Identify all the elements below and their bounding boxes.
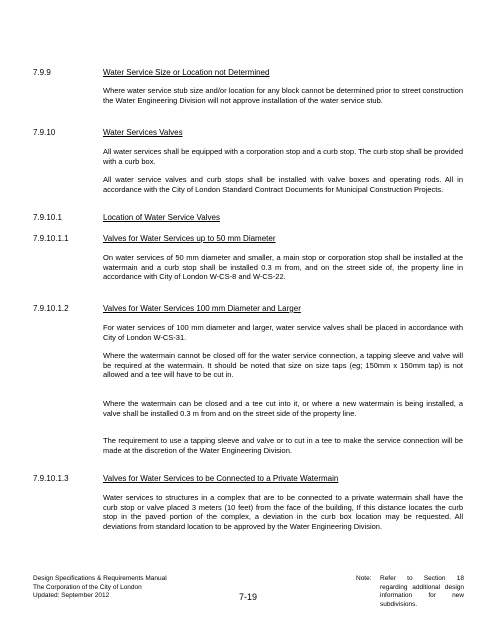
footer-left — [33, 575, 233, 601]
manual-title: Design Specifications & Requirements Manual — [33, 575, 167, 582]
paragraph: The requirement to use a tapping sleeve and valve or to cut in a tee to make the service connection will be made at the discretion of the Water Engineering Division. — [103, 436, 463, 455]
section-number: 7.9.10.1.1 — [33, 234, 69, 243]
paragraph: Where the watermain can be closed and a tee cut into it, or where a new watermain is being installed, a valve shall be installed 0.3 m from and on the street side of the property line. — [103, 399, 463, 418]
paragraph: Where water service stub size and/or location for any block cannot be determined prior to street construction the Water Engineering Division will not approve installation of the water service stub. — [103, 86, 463, 105]
organization-name: The Corporation of the City of London — [33, 583, 142, 591]
note-label: Note: — [356, 575, 372, 582]
section-heading: Water Services Valves — [103, 128, 183, 137]
section-number: 7.9.10 — [33, 128, 56, 137]
paragraph: All water service valves and curb stops shall be installed with valve boxes and operating rods. All in accordance with the City of London Standard Contract Documents for Municipal Construction Projects. — [103, 175, 463, 194]
section-heading: Valves for Water Services 100 mm Diameter and Larger — [103, 304, 301, 313]
updated-date: Updated: September 2012 — [33, 592, 110, 600]
paragraph: On water services of 50 mm diameter and smaller, a main stop or corporation stop shall be installed at the watermain and a curb stop shall be installed 0.3 m from, and on the street side of, the property line in accordance with City of London W-CS-8 and W-CS-22. — [103, 253, 463, 282]
paragraph: Where the watermain cannot be closed off for the water service connection, a tapping sleeve and valve will be required at the watermain. It should be noted that size on size taps (eg; 150mm x 150mm tap) is not allowed and a tee will have to be cut in. — [103, 351, 463, 380]
paragraph: All water services shall be equipped with a corporation stop and a curb stop. The curb stop shall be provided with a curb box. — [103, 147, 463, 166]
paragraph: For water services of 100 mm diameter and larger, water service valves shall be placed in accordance with City of London W-CS-31. — [103, 323, 463, 342]
section-number: 7.9.10.1 — [33, 213, 62, 222]
note-text: Refer to Section 18 regarding additional design information for new subdivisions. — [380, 575, 464, 608]
section-number: 7.9.10.1.2 — [33, 304, 69, 313]
page-number: 7-19 — [239, 592, 258, 602]
section-heading: Valves for Water Services up to 50 mm Diameter — [103, 234, 276, 243]
paragraph: Water services to structures in a complex that are to be connected to a private watermain shall have the curb stop or valve placed 3 meters (10 feet) from the face of the building, If this distance locates the curb stop in the paved portion of the complex, a deviation in the curb box location may be requested. All deviations from standard location to be approved by the Water Engineering Division. — [103, 493, 463, 531]
footer-note — [356, 575, 464, 609]
section-number: 7.9.10.1.3 — [33, 474, 69, 483]
section-number: 7.9.9 — [33, 68, 51, 77]
section-heading: Water Service Size or Location not Determined — [103, 68, 270, 77]
section-heading: Location of Water Service Valves — [103, 213, 220, 222]
section-heading: Valves for Water Services to be Connected to a Private Watermain — [103, 474, 339, 483]
